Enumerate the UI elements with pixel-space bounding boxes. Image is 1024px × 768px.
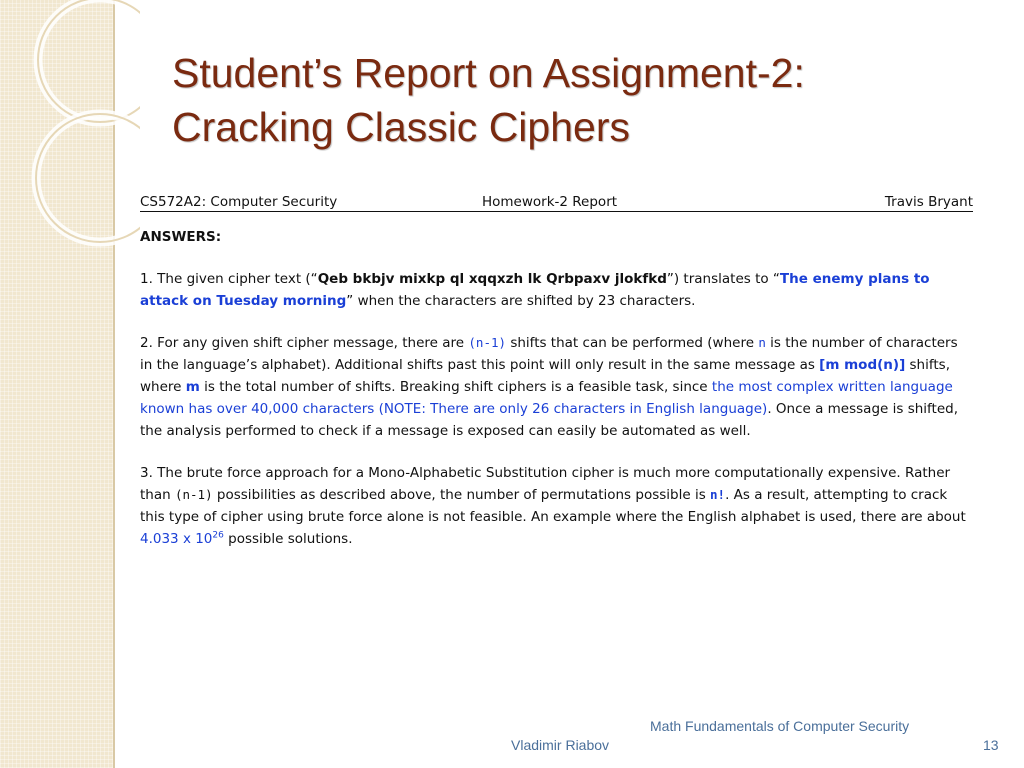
solution-count-exponent: 26 xyxy=(212,530,224,541)
alphabet-size-variable: n xyxy=(758,335,766,350)
answer-1-text: ” when the characters are shifted by 23 characters. xyxy=(346,293,696,309)
answer-2-text: 2. For any given shift cipher message, there are xyxy=(140,335,469,351)
footer-course: Math Fundamentals of Computer Security xyxy=(650,718,910,734)
answer-2-text: is the total number of shifts. Breaking shift ciphers is a feasible task, since xyxy=(199,379,712,395)
footer-presenter: Vladimir Riabov xyxy=(511,737,610,753)
language-note: the most complex written language known has over 40,000 characters (NOTE: There are only 26 characters in English language) xyxy=(140,379,953,417)
answer-3-text: possibilities as described above, the number of permutations possible is xyxy=(212,487,711,503)
plain-text: The enemy plans to attack on Tuesday morning xyxy=(140,271,930,309)
mod-formula: [m mod(n)] xyxy=(819,357,906,373)
report-doc-title: Homework-2 Report xyxy=(482,194,618,210)
answer-3-text: 3. The brute force approach for a Mono-Alphabetic Substitution cipher is much more computationally expensive. Rather than xyxy=(140,465,951,503)
solution-count xyxy=(140,531,224,547)
report-header xyxy=(140,193,973,212)
slide-title-line-1: Student’s Report on Assignment-2: xyxy=(172,50,805,96)
shift-variable: m xyxy=(185,379,200,395)
shift-count-formula: (n-1) xyxy=(468,335,507,350)
answer-1-text: 1. The given cipher text (“ xyxy=(140,271,318,287)
report-course: CS572A2: Computer Security xyxy=(140,194,338,210)
cipher-text: Qeb bkbjv mixkp ql xqqxzh lk Qrbpaxv jlokfkd xyxy=(317,271,667,287)
shift-count-formula: (n-1) xyxy=(174,487,213,502)
answer-2-text: . Once a message is shifted, the analysis performed to check if a message is exposed can easily be automated as well. xyxy=(140,401,959,439)
answer-2-text: shifts that can be performed (where xyxy=(506,335,759,351)
page-number: 13 xyxy=(983,737,999,753)
report-author: Travis Bryant xyxy=(884,194,973,210)
report-excerpt xyxy=(140,193,973,550)
answer-2-text: is the number of characters in the language’s alphabet). Additional shifts past this point will only result in the same message as xyxy=(140,335,958,373)
decorative-rings xyxy=(0,0,140,260)
answer-3 xyxy=(140,462,973,550)
slide-title xyxy=(172,46,972,154)
answer-3-text: possible solutions. xyxy=(223,531,353,547)
permutation-formula: n! xyxy=(710,487,726,502)
answer-2-text: shifts, where xyxy=(140,357,950,395)
answer-2 xyxy=(140,332,973,442)
answer-3-text: . As a result, attempting to crack this type of cipher using brute force alone is not feasible. An example where the English alphabet is used, there are about xyxy=(140,487,966,525)
answers-heading: ANSWERS: xyxy=(140,229,222,245)
answer-1 xyxy=(140,268,973,312)
solution-count-base: 4.033 x 10 xyxy=(140,531,213,547)
answer-1-text: ”) translates to “ xyxy=(666,271,780,287)
slide-title-line-2: Cracking Classic Ciphers xyxy=(172,104,630,150)
